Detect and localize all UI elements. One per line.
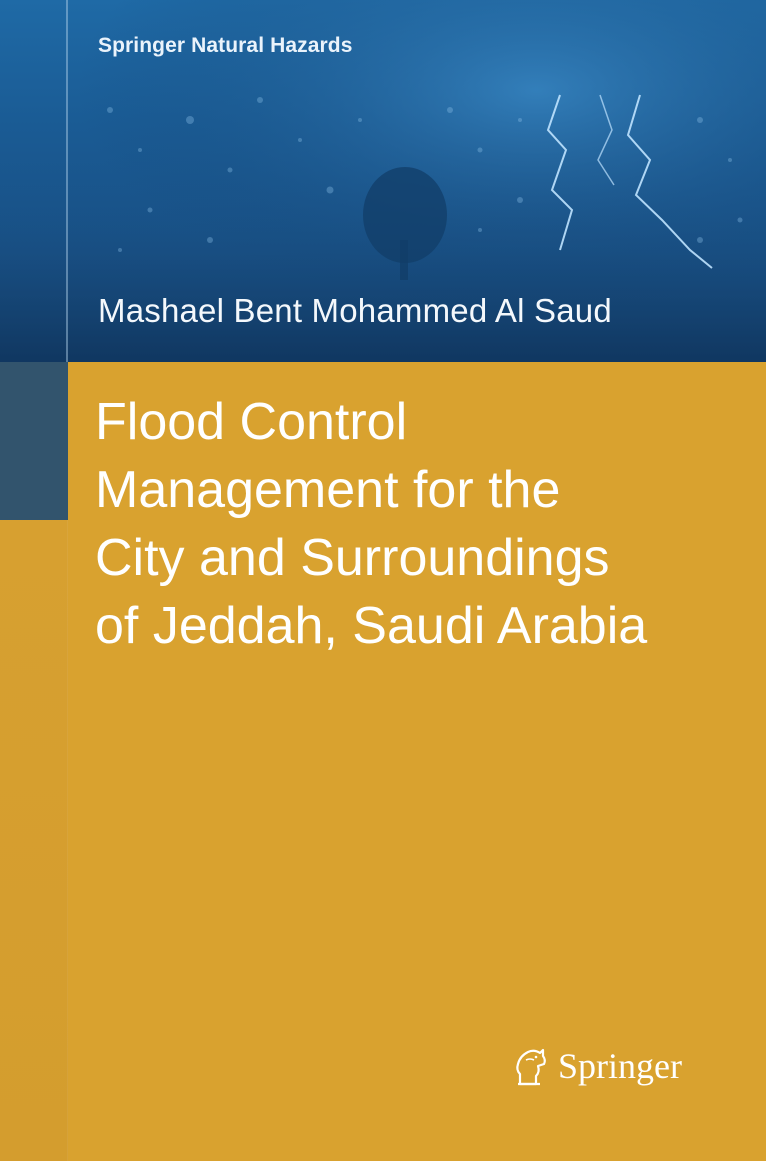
decorative-vertical-line <box>66 0 68 362</box>
left-gold-strip <box>0 520 68 1161</box>
title-line: Flood Control <box>95 393 408 451</box>
springer-horse-icon <box>510 1044 550 1088</box>
title-line: City and Surroundings <box>95 529 610 587</box>
series-title: Springer Natural Hazards <box>98 34 353 57</box>
title-line: Management for the <box>95 461 561 519</box>
left-blue-strip <box>0 362 68 520</box>
cover-image-band <box>0 0 766 362</box>
publisher-name: Springer <box>558 1046 682 1086</box>
author-name: Mashael Bent Mohammed Al Saud <box>98 292 612 329</box>
title-line: of Jeddah, Saudi Arabia <box>95 597 648 655</box>
publisher-logo-block <box>510 1044 682 1088</box>
book-title <box>95 388 745 660</box>
